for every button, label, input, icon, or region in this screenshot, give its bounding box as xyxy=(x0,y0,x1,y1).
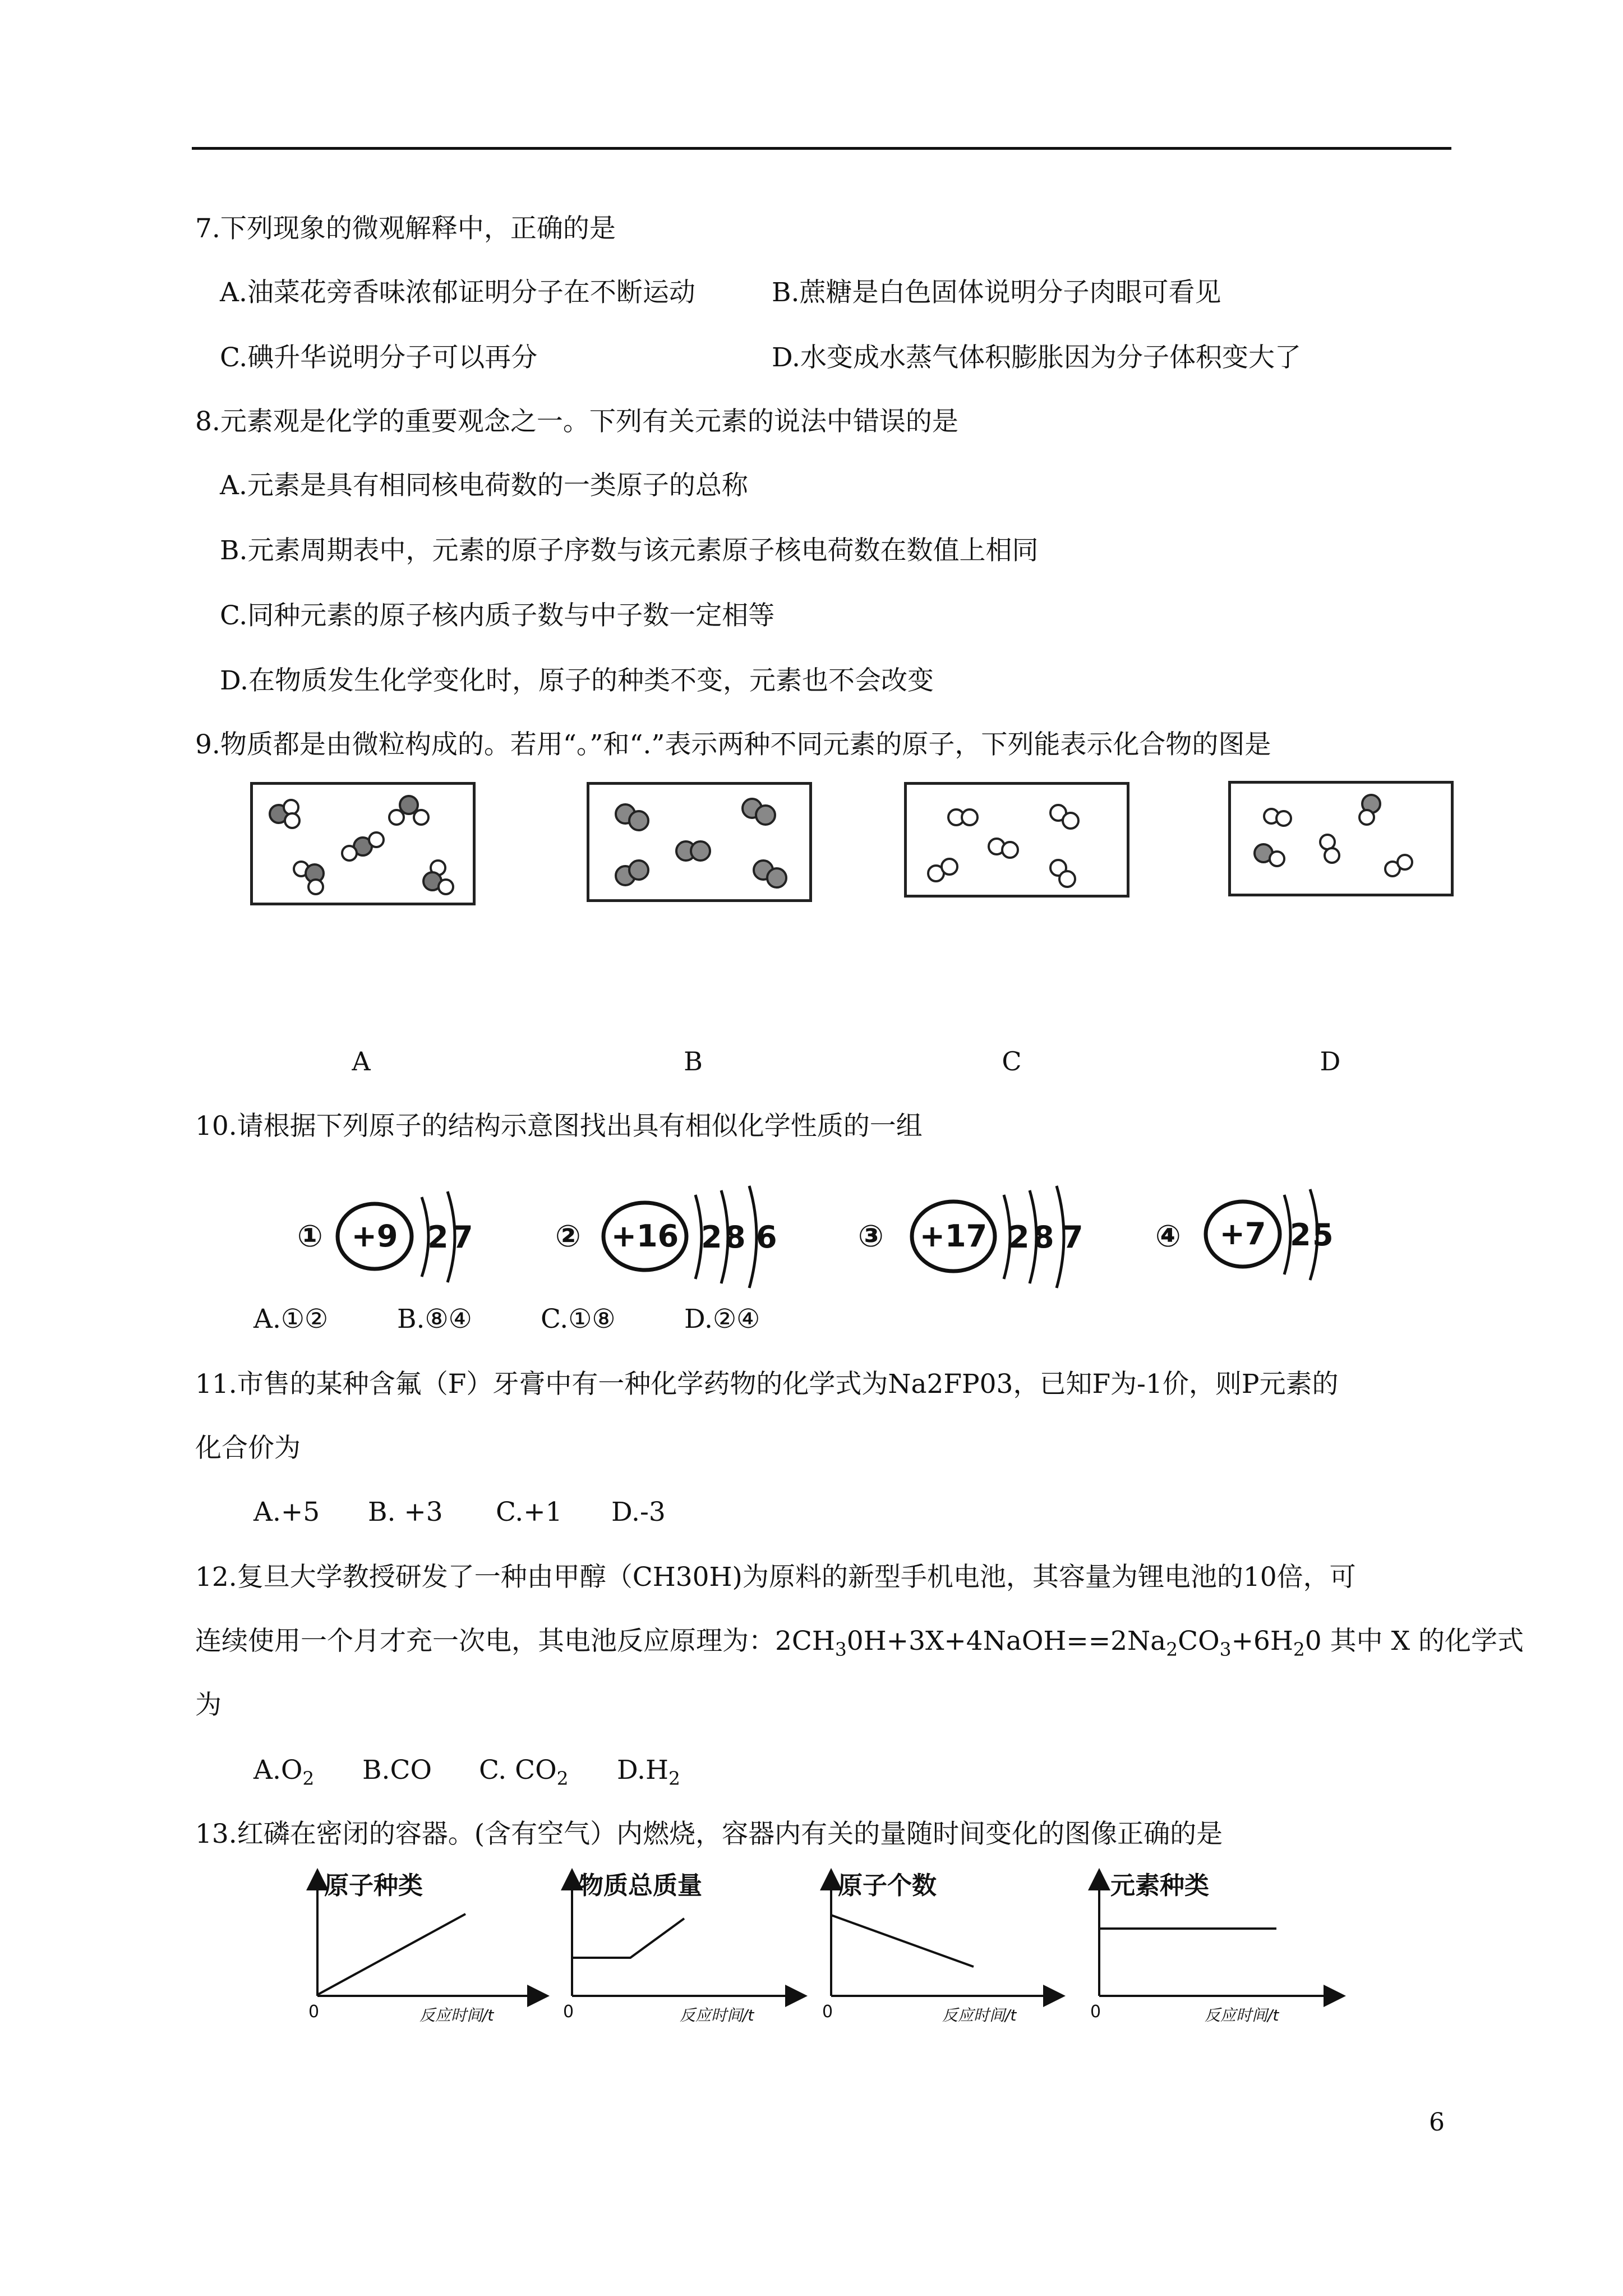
q9-diagram-b xyxy=(587,782,812,902)
graph-3-curve xyxy=(831,1915,974,1967)
q9-label-d: D xyxy=(1320,1046,1341,1076)
graph-4-origin: 0 xyxy=(1090,2002,1101,2022)
graph-2-curve xyxy=(572,1918,684,1958)
q11-option-c: C.+1 xyxy=(496,1497,562,1527)
atom-2-shell-2: 8 xyxy=(725,1220,746,1255)
atom-structure-diagrams xyxy=(280,1178,1368,1290)
q10-option-a: A.①② xyxy=(253,1304,329,1335)
q10-option-c: C.①⑧ xyxy=(541,1304,616,1335)
q7-option-d: D.水变成水蒸气体积膨胀因为分子体积变大了 xyxy=(772,342,1301,373)
q13-graphs xyxy=(292,1868,1357,2025)
graph-4-ylabel: 元素种类 xyxy=(1110,1871,1209,1900)
graph-3-ylabel: 原子个数 xyxy=(838,1871,937,1900)
q9-label-c: C xyxy=(1002,1046,1022,1076)
q10-stem: 10.请根据下列原子的结构示意图找出具有相似化学性质的一组 xyxy=(195,1111,923,1142)
atom-2-shell-3: 6 xyxy=(756,1220,777,1255)
q12-option-d: $D.H_2$ xyxy=(617,1755,680,1789)
atom-1-nucleus: +9 xyxy=(351,1218,398,1254)
graph-1-xlabel: 反应时间/t xyxy=(419,2006,494,2024)
q12-line-1: 12.复旦大学教授研发了一种由甲醇（CH30H)为原料的新型手机电池，其容量为锂电池的10倍，可 xyxy=(195,1562,1356,1593)
molecules-a xyxy=(253,785,473,903)
q9-label-b: B xyxy=(684,1046,703,1076)
q7-stem: 7.下列现象的微观解释中，正确的是 xyxy=(195,213,616,244)
q10-option-d: D.②④ xyxy=(684,1304,760,1335)
q13-stem: 13.红磷在密闭的容器。(含有空气）内燃烧，容器内有关的量随时间变化的图像正确的是 xyxy=(195,1819,1223,1849)
q8-option-c: C.同种元素的原子核内质子数与中子数一定相等 xyxy=(220,600,775,631)
graph-1-origin: 0 xyxy=(308,2002,320,2022)
header-rule xyxy=(192,147,1451,150)
atom-1-shell-2: 7 xyxy=(452,1220,473,1255)
q7-option-b: B.蔗糖是白色固体说明分子肉眼可看见 xyxy=(772,277,1221,308)
q12-option-b: B.CO xyxy=(362,1755,432,1786)
q8-option-b: B.元素周期表中，元素的原子序数与该元素原子核电荷数在数值上相同 xyxy=(220,535,1039,566)
atom-3-nucleus: +17 xyxy=(919,1218,988,1254)
q7-option-c: C.碘升华说明分子可以再分 xyxy=(220,342,538,373)
q12-line-3: 为 xyxy=(195,1690,222,1720)
atom-4-shell-2: 5 xyxy=(1312,1217,1334,1253)
q11-option-a: A.+5 xyxy=(253,1497,320,1527)
atom-4-shell-1: 2 xyxy=(1290,1217,1311,1253)
atom-3-shell-2: 8 xyxy=(1033,1220,1054,1255)
atom-4-nucleus: +7 xyxy=(1219,1216,1266,1251)
q9-label-a: A xyxy=(352,1046,371,1076)
graph-3-origin: 0 xyxy=(822,2002,833,2022)
q12-option-a: $A.O_2$ xyxy=(253,1755,315,1789)
q11-option-b: B. +3 xyxy=(368,1497,443,1527)
q9-diagram-c xyxy=(904,782,1129,898)
molecules-c xyxy=(907,785,1127,895)
atom-1-index: ① xyxy=(297,1218,323,1254)
q12-line-2: 连续使用一个月才充一次电，其电池反应原理为：$2CH_30H+3X+4NaOH==2Na_2CO_3+6H_20$ 其中 X 的化学式 xyxy=(195,1626,1524,1660)
q10-option-b: B.⑧④ xyxy=(397,1304,472,1335)
q9-stem: 9.物质都是由微粒构成的。若用“。”和“.”表示两种不同元素的原子，下列能表示化合物的图是 xyxy=(195,729,1271,760)
graph-2-xlabel: 反应时间/t xyxy=(680,2006,754,2024)
molecules-d xyxy=(1231,784,1451,894)
graph-3-xlabel: 反应时间/t xyxy=(942,2006,1017,2024)
molecules-b xyxy=(589,785,809,899)
q11-option-d: D.-3 xyxy=(611,1497,666,1527)
q9-diagram-d xyxy=(1228,781,1454,896)
page-number: 6 xyxy=(1429,2108,1445,2137)
atom-4-index: ④ xyxy=(1155,1218,1181,1254)
atom-2-shell-1: 2 xyxy=(701,1220,722,1255)
q11-line-2: 化合价为 xyxy=(195,1433,301,1464)
q8-option-a: A.元素是具有相同核电荷数的一类原子的总称 xyxy=(220,470,748,501)
q9-diagram-a xyxy=(250,782,476,905)
q12-option-c: C. $CO_2$ xyxy=(479,1755,569,1789)
graph-2-ylabel: 物质总质量 xyxy=(579,1871,702,1900)
graph-2-origin: 0 xyxy=(563,2002,574,2022)
q8-stem: 8.元素观是化学的重要观念之一。下列有关元素的说法中错误的是 xyxy=(195,406,958,437)
q11-line-1: 11.市售的某种含氟（F）牙膏中有一种化学药物的化学式为Na2FP03，已知F为-1价，则P元素的 xyxy=(195,1369,1339,1400)
graph-1-ylabel: 原子种类 xyxy=(324,1871,423,1900)
atom-2-nucleus: +16 xyxy=(611,1218,679,1254)
atom-3-shell-3: 7 xyxy=(1062,1220,1083,1255)
q8-option-d: D.在物质发生化学变化时，原子的种类不变，元素也不会改变 xyxy=(220,665,934,696)
atom-3-index: ③ xyxy=(858,1218,884,1254)
graph-4-xlabel: 反应时间/t xyxy=(1205,2006,1279,2024)
graph-1-curve xyxy=(317,1914,465,1995)
atom-2-index: ② xyxy=(555,1218,581,1254)
q7-option-a: A.油菜花旁香味浓郁证明分子在不断运动 xyxy=(220,277,695,308)
atom-1-shell-1: 2 xyxy=(427,1220,449,1255)
atom-3-shell-1: 2 xyxy=(1008,1220,1030,1255)
